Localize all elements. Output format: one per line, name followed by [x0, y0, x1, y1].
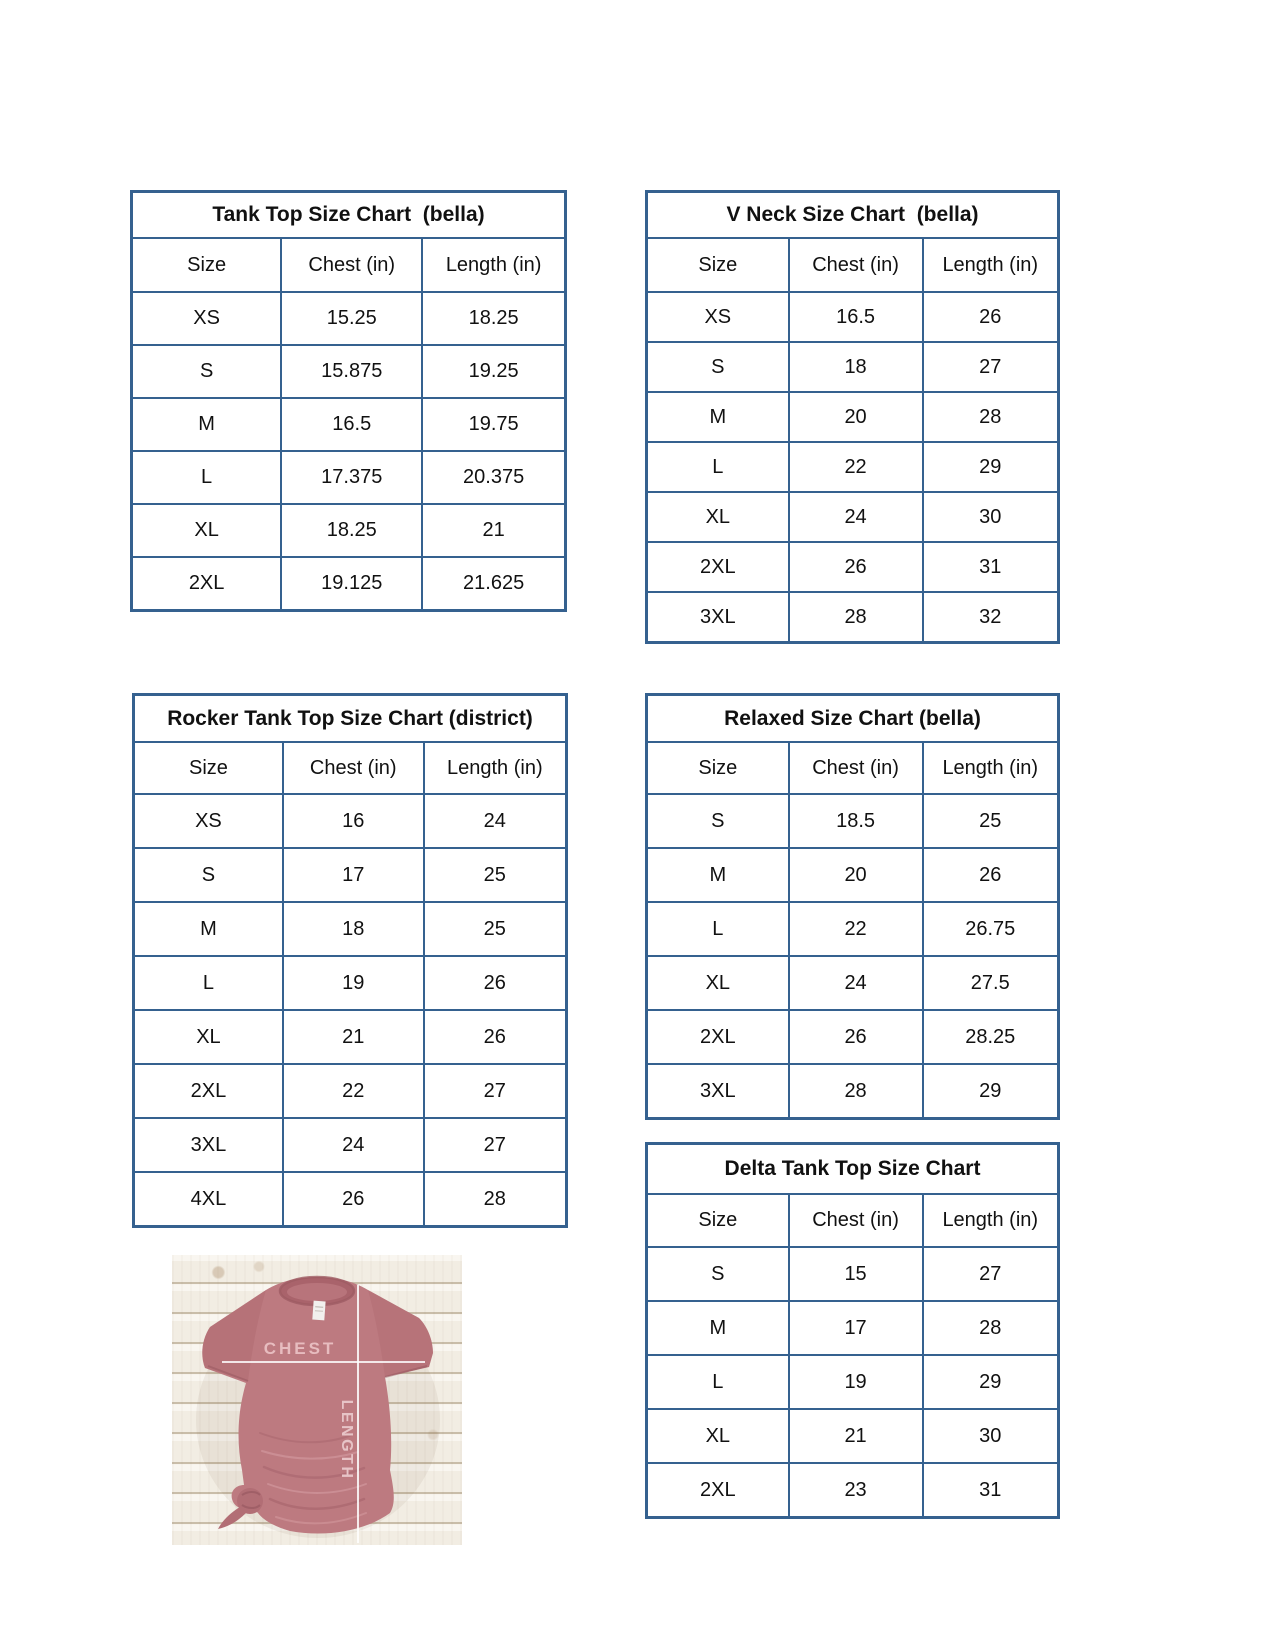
relaxed-bella-cell-2: 25: [923, 794, 1059, 848]
v-neck-bella-cell-2: 30: [923, 492, 1059, 542]
relaxed-bella-cell-2: 29: [923, 1064, 1059, 1119]
rocker-tank-top-district-cell-1: 16: [283, 794, 424, 848]
rocker-tank-top-district-cell-2: 26: [424, 1010, 567, 1064]
v-neck-bella-cell-0: XS: [647, 292, 789, 342]
relaxed-bella-cell-0: 3XL: [647, 1064, 789, 1119]
table-row: [647, 542, 1059, 592]
tank-top-bella-cell-2: 20.375: [422, 451, 565, 504]
delta-tank-top-cell-0: S: [647, 1247, 789, 1301]
delta-tank-top-cell-0: 2XL: [647, 1463, 789, 1518]
table-row: [647, 1409, 1059, 1463]
relaxed-bella-cell-1: 18.5: [789, 794, 923, 848]
rocker-tank-top-district-header-1: Chest (in): [283, 742, 424, 794]
delta-tank-top-title: Delta Tank Top Size Chart: [647, 1144, 1059, 1195]
table-row: [647, 292, 1059, 342]
delta-tank-top-cell-2: 30: [923, 1409, 1059, 1463]
rocker-tank-top-district-cell-0: 3XL: [134, 1118, 283, 1172]
table-row: [134, 956, 567, 1010]
relaxed-bella-cell-0: XL: [647, 956, 789, 1010]
table-row: [647, 1010, 1059, 1064]
rocker-tank-top-district-cell-1: 22: [283, 1064, 424, 1118]
tank-top-bella-title: Tank Top Size Chart (bella): [132, 192, 566, 239]
delta-tank-top-cell-1: 21: [789, 1409, 923, 1463]
rocker-tank-top-district-cell-0: M: [134, 902, 283, 956]
delta-tank-top-cell-2: 31: [923, 1463, 1059, 1518]
table-row: [647, 1355, 1059, 1409]
table-row: [647, 442, 1059, 492]
v-neck-bella-cell-0: 3XL: [647, 592, 789, 643]
v-neck-bella-cell-2: 28: [923, 392, 1059, 442]
delta-tank-top-header-2: Length (in): [923, 1194, 1059, 1247]
rocker-tank-top-district-cell-0: L: [134, 956, 283, 1010]
v-neck-bella-cell-2: 31: [923, 542, 1059, 592]
table-row: [647, 956, 1059, 1010]
delta-tank-top-cell-2: 28: [923, 1301, 1059, 1355]
rocker-tank-top-district-cell-1: 21: [283, 1010, 424, 1064]
tshirt-illustration: [172, 1255, 462, 1545]
relaxed-bella-cell-0: S: [647, 794, 789, 848]
rocker-tank-top-district-header-2: Length (in): [424, 742, 567, 794]
v-neck-bella-cell-1: 18: [789, 342, 923, 392]
table-header-row: [647, 742, 1059, 794]
tank-top-bella-cell-1: 15.25: [281, 292, 422, 345]
table-header-row: [132, 238, 566, 292]
relaxed-bella-cell-1: 26: [789, 1010, 923, 1064]
table-row: [132, 557, 566, 611]
table-row: [647, 392, 1059, 442]
size-table-delta-tank-top: [645, 1142, 1060, 1519]
table-row: [134, 902, 567, 956]
v-neck-bella-cell-0: M: [647, 392, 789, 442]
delta-tank-top-cell-1: 19: [789, 1355, 923, 1409]
tank-top-bella-cell-0: 2XL: [132, 557, 282, 611]
tank-top-bella-cell-0: L: [132, 451, 282, 504]
relaxed-bella-cell-1: 24: [789, 956, 923, 1010]
rocker-tank-top-district-cell-2: 24: [424, 794, 567, 848]
rocker-tank-top-district-cell-2: 27: [424, 1064, 567, 1118]
rocker-tank-top-district-cell-2: 28: [424, 1172, 567, 1227]
tank-top-bella-cell-0: XS: [132, 292, 282, 345]
v-neck-bella-header-2: Length (in): [923, 238, 1059, 292]
tank-top-bella-cell-2: 19.25: [422, 345, 565, 398]
table-row: [134, 1010, 567, 1064]
v-neck-bella-cell-1: 28: [789, 592, 923, 643]
delta-tank-top-cell-1: 23: [789, 1463, 923, 1518]
collar-back-fabric: [287, 1283, 347, 1301]
rocker-tank-top-district-cell-0: 2XL: [134, 1064, 283, 1118]
rocker-tank-top-district-cell-1: 18: [283, 902, 424, 956]
table-title-row: [132, 192, 566, 239]
v-neck-bella-cell-1: 26: [789, 542, 923, 592]
v-neck-bella-cell-1: 16.5: [789, 292, 923, 342]
rocker-tank-top-district-cell-0: XL: [134, 1010, 283, 1064]
table-row: [134, 1172, 567, 1227]
table-row: [132, 504, 566, 557]
delta-tank-top-cell-0: L: [647, 1355, 789, 1409]
table-row: [647, 342, 1059, 392]
delta-tank-top-cell-1: 15: [789, 1247, 923, 1301]
table-header-row: [647, 1194, 1059, 1247]
relaxed-bella-cell-1: 28: [789, 1064, 923, 1119]
v-neck-bella-title: V Neck Size Chart (bella): [647, 192, 1059, 239]
tank-top-bella-cell-1: 17.375: [281, 451, 422, 504]
tank-top-bella-cell-2: 18.25: [422, 292, 565, 345]
rocker-tank-top-district-cell-2: 25: [424, 902, 567, 956]
table-row: [647, 1463, 1059, 1518]
rocker-tank-top-district-cell-2: 27: [424, 1118, 567, 1172]
v-neck-bella-cell-1: 24: [789, 492, 923, 542]
length-label: LENGTH: [338, 1399, 355, 1481]
relaxed-bella-cell-0: 2XL: [647, 1010, 789, 1064]
tank-top-bella-cell-2: 21.625: [422, 557, 565, 611]
rocker-tank-top-district-cell-2: 26: [424, 956, 567, 1010]
v-neck-bella-cell-0: S: [647, 342, 789, 392]
rocker-tank-top-district-header-0: Size: [134, 742, 283, 794]
relaxed-bella-cell-2: 26: [923, 848, 1059, 902]
v-neck-bella-cell-2: 26: [923, 292, 1059, 342]
rocker-tank-top-district-cell-1: 19: [283, 956, 424, 1010]
delta-tank-top-header-0: Size: [647, 1194, 789, 1247]
relaxed-bella-title: Relaxed Size Chart (bella): [647, 695, 1059, 743]
product-photo: [172, 1255, 462, 1545]
delta-tank-top-header-1: Chest (in): [789, 1194, 923, 1247]
tank-top-bella-header-2: Length (in): [422, 238, 565, 292]
rocker-tank-top-district-cell-1: 24: [283, 1118, 424, 1172]
table-row: [647, 1247, 1059, 1301]
tank-top-bella-cell-1: 18.25: [281, 504, 422, 557]
table-row: [647, 592, 1059, 643]
table-row: [647, 492, 1059, 542]
table-row: [647, 1301, 1059, 1355]
v-neck-bella-header-1: Chest (in): [789, 238, 923, 292]
v-neck-bella-cell-2: 32: [923, 592, 1059, 643]
tank-top-bella-cell-1: 16.5: [281, 398, 422, 451]
delta-tank-top-cell-2: 27: [923, 1247, 1059, 1301]
v-neck-bella-cell-2: 27: [923, 342, 1059, 392]
tank-top-bella-cell-1: 15.875: [281, 345, 422, 398]
size-table-v-neck-bella: [645, 190, 1060, 644]
table-title-row: [134, 695, 567, 743]
v-neck-bella-cell-2: 29: [923, 442, 1059, 492]
relaxed-bella-header-0: Size: [647, 742, 789, 794]
v-neck-bella-cell-0: L: [647, 442, 789, 492]
delta-tank-top-cell-0: XL: [647, 1409, 789, 1463]
table-header-row: [647, 238, 1059, 292]
relaxed-bella-cell-0: M: [647, 848, 789, 902]
table-title-row: [647, 192, 1059, 239]
table-header-row: [134, 742, 567, 794]
table-row: [132, 345, 566, 398]
rocker-tank-top-district-title: Rocker Tank Top Size Chart (district): [134, 695, 567, 743]
table-row: [134, 794, 567, 848]
v-neck-bella-cell-0: 2XL: [647, 542, 789, 592]
relaxed-bella-header-1: Chest (in): [789, 742, 923, 794]
rocker-tank-top-district-cell-1: 26: [283, 1172, 424, 1227]
relaxed-bella-header-2: Length (in): [923, 742, 1059, 794]
size-table-tank-top-bella: [130, 190, 567, 612]
table-row: [132, 451, 566, 504]
delta-tank-top-cell-0: M: [647, 1301, 789, 1355]
v-neck-bella-header-0: Size: [647, 238, 789, 292]
tank-top-bella-cell-0: XL: [132, 504, 282, 557]
table-title-row: [647, 1144, 1059, 1195]
table-row: [132, 292, 566, 345]
relaxed-bella-cell-2: 28.25: [923, 1010, 1059, 1064]
relaxed-bella-cell-1: 20: [789, 848, 923, 902]
rocker-tank-top-district-cell-0: 4XL: [134, 1172, 283, 1227]
relaxed-bella-cell-1: 22: [789, 902, 923, 956]
tank-top-bella-cell-2: 19.75: [422, 398, 565, 451]
v-neck-bella-cell-1: 20: [789, 392, 923, 442]
table-row: [647, 794, 1059, 848]
size-table-rocker-tank-top-district: [132, 693, 568, 1228]
tank-top-bella-cell-1: 19.125: [281, 557, 422, 611]
tank-top-bella-cell-0: S: [132, 345, 282, 398]
table-row: [132, 398, 566, 451]
table-row: [134, 1118, 567, 1172]
v-neck-bella-cell-1: 22: [789, 442, 923, 492]
neck-tag: [312, 1301, 325, 1321]
size-table-relaxed-bella: [645, 693, 1060, 1120]
rocker-tank-top-district-cell-0: XS: [134, 794, 283, 848]
table-row: [134, 848, 567, 902]
delta-tank-top-cell-1: 17: [789, 1301, 923, 1355]
rocker-tank-top-district-cell-1: 17: [283, 848, 424, 902]
tank-top-bella-header-1: Chest (in): [281, 238, 422, 292]
table-row: [647, 848, 1059, 902]
table-row: [134, 1064, 567, 1118]
relaxed-bella-cell-0: L: [647, 902, 789, 956]
table-title-row: [647, 695, 1059, 743]
table-row: [647, 1064, 1059, 1119]
relaxed-bella-cell-2: 26.75: [923, 902, 1059, 956]
delta-tank-top-cell-2: 29: [923, 1355, 1059, 1409]
tank-top-bella-header-0: Size: [132, 238, 282, 292]
chest-label: CHEST: [263, 1339, 337, 1358]
relaxed-bella-cell-2: 27.5: [923, 956, 1059, 1010]
tank-top-bella-cell-0: M: [132, 398, 282, 451]
rocker-tank-top-district-cell-2: 25: [424, 848, 567, 902]
tank-top-bella-cell-2: 21: [422, 504, 565, 557]
rocker-tank-top-district-cell-0: S: [134, 848, 283, 902]
v-neck-bella-cell-0: XL: [647, 492, 789, 542]
table-row: [647, 902, 1059, 956]
